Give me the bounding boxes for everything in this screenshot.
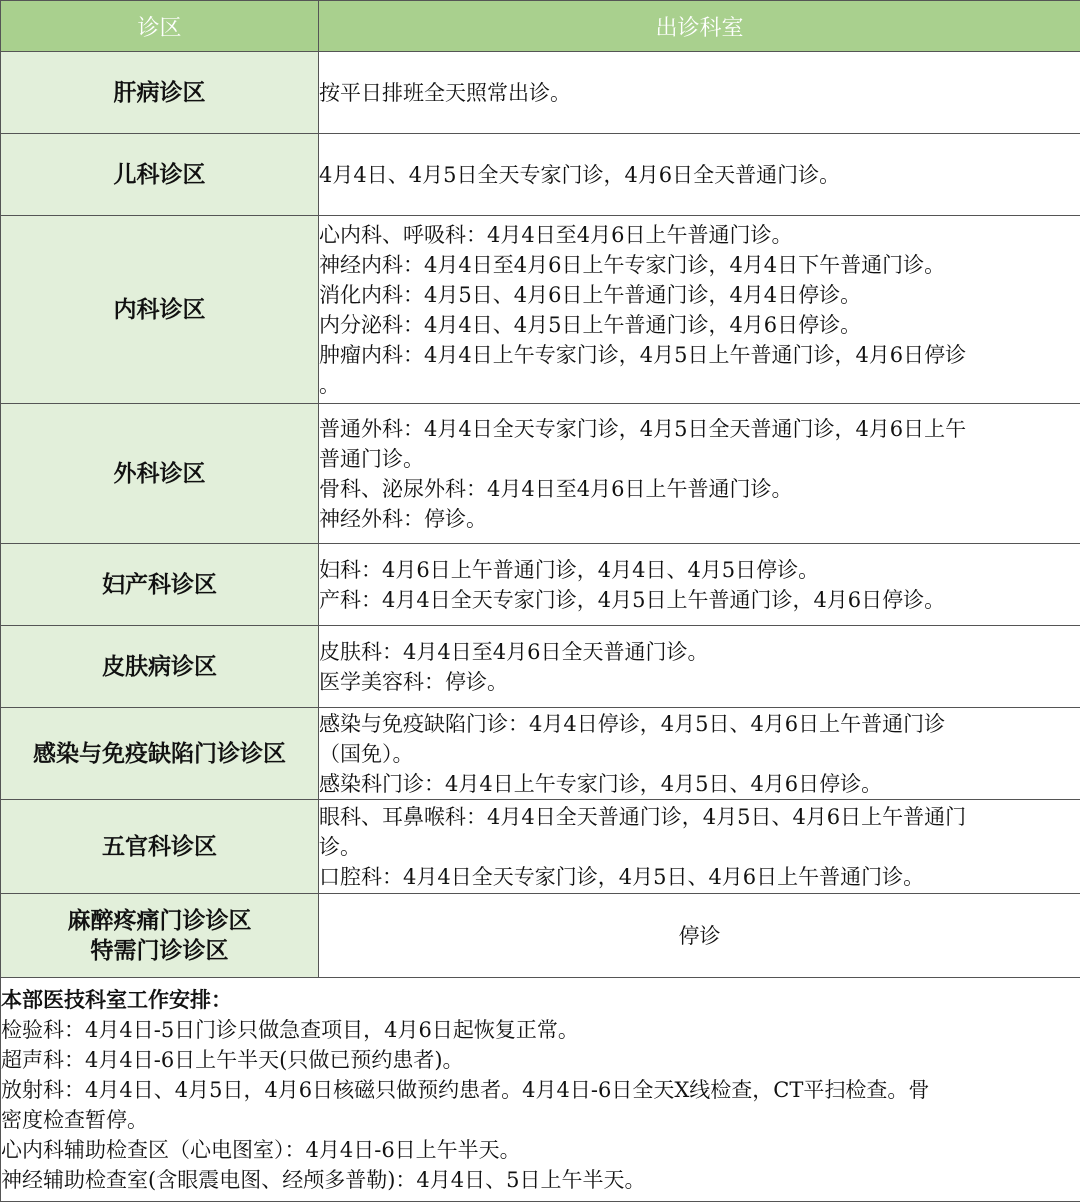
zone-cell xyxy=(1,800,319,894)
footer-heading: 本部医技科室工作安排： xyxy=(1,985,1080,1015)
table-row xyxy=(1,404,1080,544)
detail-cell xyxy=(319,800,1080,894)
zone-cell xyxy=(1,216,319,404)
detail-line: 诊。 xyxy=(319,832,1080,862)
zone-cell xyxy=(1,708,319,800)
zone-cell xyxy=(1,404,319,544)
detail-line: 感染与免疫缺陷门诊：4月4日停诊，4月5日、4月6日上午普通门诊 xyxy=(319,709,1080,739)
detail-line: 产科：4月4日全天专家门诊，4月5日上午普通门诊，4月6日停诊。 xyxy=(319,585,1080,615)
table-row xyxy=(1,894,1080,978)
footer-line: 放射科：4月4日、4月5日，4月6日核磁只做预约患者。4月4日-6日全天X线检查，CT平扫检查。骨 xyxy=(1,1075,1080,1105)
detail-line: 心内科、呼吸科：4月4日至4月6日上午普通门诊。 xyxy=(319,220,1080,250)
zone-label: 儿科诊区 xyxy=(1,160,318,190)
footer-line: 神经辅助检查室(含眼震电图、经颅多普勒)：4月4日、5日上午半天。 xyxy=(1,1165,1080,1195)
zone-label: 皮肤病诊区 xyxy=(1,652,318,682)
detail-line: 4月4日、4月5日全天专家门诊，4月6日全天普通门诊。 xyxy=(319,160,1080,190)
detail-line: 神经外科：停诊。 xyxy=(319,504,1080,534)
detail-line: 口腔科：4月4日全天专家门诊，4月5日、4月6日上午普通门诊。 xyxy=(319,862,1080,892)
detail-line: 停诊 xyxy=(319,921,1080,951)
zone-cell xyxy=(1,52,319,134)
zone-cell xyxy=(1,134,319,216)
detail-cell xyxy=(319,894,1080,978)
detail-line: 按平日排班全天照常出诊。 xyxy=(319,78,1080,108)
footer-line: 密度检查暂停。 xyxy=(1,1105,1080,1135)
detail-line: 感染科门诊：4月4日上午专家门诊，4月5日、4月6日停诊。 xyxy=(319,769,1080,799)
footer-line: 检验科：4月4日-5日门诊只做急查项目，4月6日起恢复正常。 xyxy=(1,1015,1080,1045)
detail-line: 神经内科：4月4日至4月6日上午专家门诊，4月4日下午普通门诊。 xyxy=(319,250,1080,280)
detail-cell xyxy=(319,134,1080,216)
zone-label: 感染与免疫缺陷门诊诊区 xyxy=(1,739,318,769)
detail-cell xyxy=(319,544,1080,626)
zone-cell xyxy=(1,626,319,708)
zone-cell xyxy=(1,894,319,978)
detail-line: 普通门诊。 xyxy=(319,444,1080,474)
detail-line: 内分泌科：4月4日、4月5日上午普通门诊，4月6日停诊。 xyxy=(319,310,1080,340)
footer-line: 超声科：4月4日-6日上午半天(只做已预约患者)。 xyxy=(1,1045,1080,1075)
header-dept: 出诊科室 xyxy=(319,1,1080,52)
footer-cell xyxy=(1,978,1080,1202)
detail-line: 皮肤科：4月4日至4月6日全天普通门诊。 xyxy=(319,637,1080,667)
header-zone: 诊区 xyxy=(1,1,319,52)
detail-line: 医学美容科：停诊。 xyxy=(319,667,1080,697)
detail-cell xyxy=(319,216,1080,404)
detail-line: 骨科、泌尿外科：4月4日至4月6日上午普通门诊。 xyxy=(319,474,1080,504)
table-row xyxy=(1,708,1080,800)
table-row xyxy=(1,626,1080,708)
detail-line: 普通外科：4月4日全天专家门诊，4月5日全天普通门诊，4月6日上午 xyxy=(319,414,1080,444)
zone-label: 特需门诊诊区 xyxy=(1,936,318,966)
table-row xyxy=(1,134,1080,216)
footer-line: 心内科辅助检查区（心电图室）：4月4日-6日上午半天。 xyxy=(1,1135,1080,1165)
zone-cell xyxy=(1,544,319,626)
table-row xyxy=(1,216,1080,404)
detail-cell xyxy=(319,52,1080,134)
zone-label: 麻醉疼痛门诊诊区 xyxy=(1,906,318,936)
detail-line: 妇科：4月6日上午普通门诊，4月4日、4月5日停诊。 xyxy=(319,555,1080,585)
detail-line: 。 xyxy=(319,370,1080,400)
detail-cell xyxy=(319,404,1080,544)
detail-line: 消化内科：4月5日、4月6日上午普通门诊，4月4日停诊。 xyxy=(319,280,1080,310)
zone-label: 内科诊区 xyxy=(1,295,318,325)
detail-line: 肿瘤内科：4月4日上午专家门诊，4月5日上午普通门诊，4月6日停诊 xyxy=(319,340,1080,370)
table-row xyxy=(1,800,1080,894)
detail-line: 眼科、耳鼻喉科：4月4日全天普通门诊，4月5日、4月6日上午普通门 xyxy=(319,802,1080,832)
footer-row xyxy=(1,978,1080,1202)
zone-label: 外科诊区 xyxy=(1,459,318,489)
zone-label: 肝病诊区 xyxy=(1,78,318,108)
detail-line: （国免）。 xyxy=(319,739,1080,769)
table-row xyxy=(1,52,1080,134)
header-row xyxy=(1,1,1080,52)
detail-cell xyxy=(319,708,1080,800)
zone-label: 五官科诊区 xyxy=(1,832,318,862)
table-row xyxy=(1,544,1080,626)
detail-cell xyxy=(319,626,1080,708)
zone-label: 妇产科诊区 xyxy=(1,570,318,600)
